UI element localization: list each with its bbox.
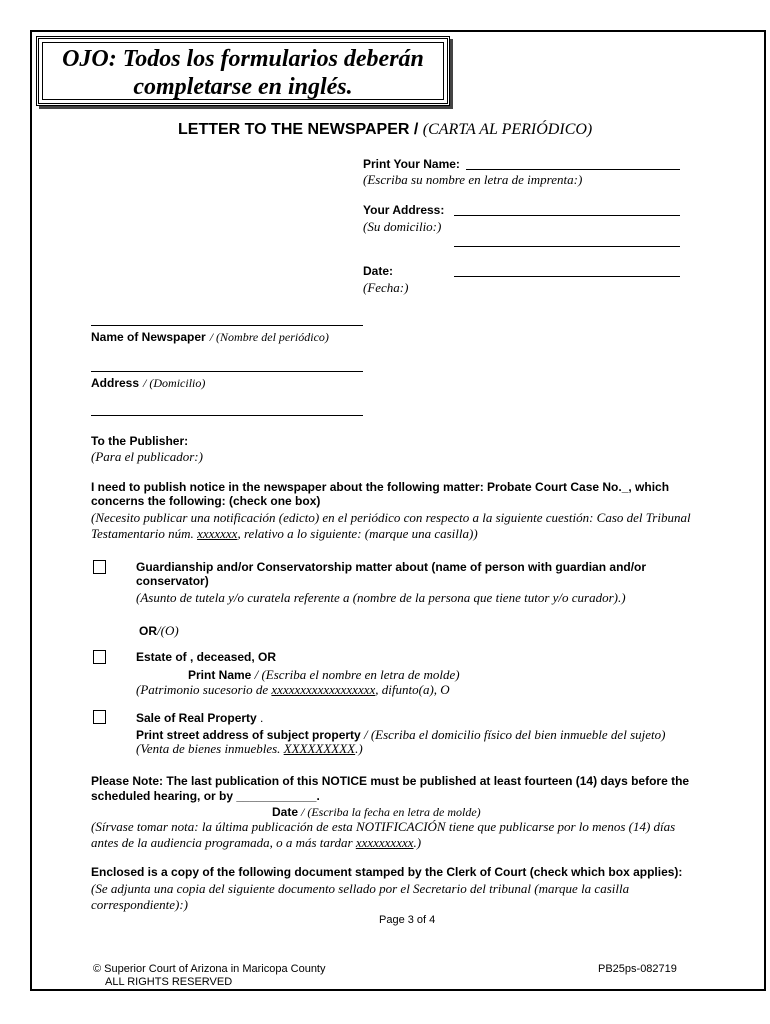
date-label: Date: bbox=[363, 264, 394, 278]
sale-line2: Print street address of subject property / (Escriba el domicilio físico del bien inmueble del sujeto) bbox=[136, 727, 666, 742]
form-title-en: LETTER TO THE NEWSPAPER bbox=[178, 121, 410, 138]
guardianship-line1: Guardianship and/or Conservatorship matter about (name of person with guardian and/or bbox=[136, 560, 647, 574]
note-date-label: Date / (Escriba la fecha en letra de molde) bbox=[272, 805, 481, 819]
guardianship-line2: conservator) bbox=[136, 574, 209, 588]
newspaper-address-field-1[interactable] bbox=[91, 371, 363, 372]
sale-checkbox[interactable] bbox=[93, 710, 106, 724]
form-title: LETTER TO THE NEWSPAPER / (CARTA AL PERIÓDICO) bbox=[178, 121, 593, 138]
note-es-line1: (Sírvase tomar nota: la última publicación de esta NOTIFICACIÓN tiene que publicarse por lo menos (14) días bbox=[91, 819, 676, 834]
request-es-line1: (Necesito publicar una notificación (edicto) en el periódico con respecto a la siguiente cuestión: Caso del Tribunal bbox=[91, 510, 691, 525]
print-name-field[interactable] bbox=[466, 169, 680, 170]
newspaper-address-label: Address / (Domicilio) bbox=[91, 376, 206, 390]
footer-form-id: PB25ps-082719 bbox=[598, 963, 677, 975]
date-field[interactable] bbox=[454, 276, 680, 277]
date-label-es: (Fecha:) bbox=[363, 280, 409, 295]
estate-print-name: Print Name / (Escriba el nombre en letra de molde) bbox=[188, 667, 460, 682]
or-label: OR/(O) bbox=[139, 623, 179, 638]
language-notice-box bbox=[36, 36, 450, 106]
hearing-date-field[interactable]: ____________ bbox=[236, 789, 317, 803]
newspaper-name-field[interactable] bbox=[91, 325, 363, 326]
form-title-es: (CARTA AL PERIÓDICO) bbox=[422, 121, 593, 138]
note-es-line2: antes de la audiencia programada, o a más tardar xxxxxxxxxx.) bbox=[91, 835, 422, 850]
sale-line1: Sale of Real Property . bbox=[136, 711, 264, 725]
enclosed-line1: Enclosed is a copy of the following document stamped by the Clerk of Court (check which box applies): bbox=[91, 865, 683, 879]
newspaper-name-label: Name of Newspaper / (Nombre del periódico) bbox=[91, 330, 329, 344]
estate-checkbox[interactable] bbox=[93, 650, 106, 664]
footer-rights: ALL RIGHTS RESERVED bbox=[105, 976, 233, 988]
estate-es: (Patrimonio sucesorio de xxxxxxxxxxxxxxxxxx, difunto(a), O bbox=[136, 682, 450, 697]
your-address-label: Your Address: bbox=[363, 203, 445, 217]
newspaper-address-field-2[interactable] bbox=[91, 415, 363, 416]
guardianship-checkbox[interactable] bbox=[93, 560, 106, 574]
guardianship-es: (Asunto de tutela y/o curatela referente a (nombre de la persona que tiene tutor y/o curador).) bbox=[136, 590, 626, 605]
request-es-line2: Testamentario núm. xxxxxxx, relativo a lo siguiente: (marque una casilla)) bbox=[91, 526, 478, 541]
note-line1: Please Note: The last publication of this NOTICE must be published at least fourteen (14) days before the bbox=[91, 774, 690, 788]
your-address-field-2[interactable] bbox=[454, 246, 680, 247]
language-notice-line1: OJO: Todos los formularios deberán bbox=[62, 46, 424, 72]
print-name-label: Print Your Name: bbox=[363, 157, 460, 171]
enclosed-es-line1: (Se adjunta una copia del siguiente documento sellado por el Secretario del tribunal (marque la casilla bbox=[91, 881, 630, 896]
estate-line1: Estate of , deceased, OR bbox=[136, 650, 277, 664]
your-address-field-1[interactable] bbox=[454, 215, 680, 216]
request-line1: I need to publish notice in the newspaper about the following matter: Probate Court Case No._, which bbox=[91, 480, 670, 494]
request-line2: concerns the following: (check one box) bbox=[91, 494, 321, 508]
print-name-label-es: (Escriba su nombre en letra de imprenta:) bbox=[363, 172, 583, 187]
enclosed-es-line2: correspondiente):) bbox=[91, 897, 188, 912]
publisher-label: To the Publisher: bbox=[91, 434, 189, 448]
publisher-label-es: (Para el publicador:) bbox=[91, 449, 203, 464]
note-line2: scheduled hearing, or by ____________. bbox=[91, 789, 320, 803]
language-notice-line2: completarse en inglés. bbox=[133, 74, 353, 100]
page-number: Page 3 of 4 bbox=[379, 914, 436, 926]
your-address-label-es: (Su domicilio:) bbox=[363, 219, 442, 234]
sale-es: (Venta de bienes inmuebles. XXXXXXXXX.) bbox=[136, 741, 363, 756]
footer-copyright: © Superior Court of Arizona in Maricopa County bbox=[93, 963, 326, 975]
